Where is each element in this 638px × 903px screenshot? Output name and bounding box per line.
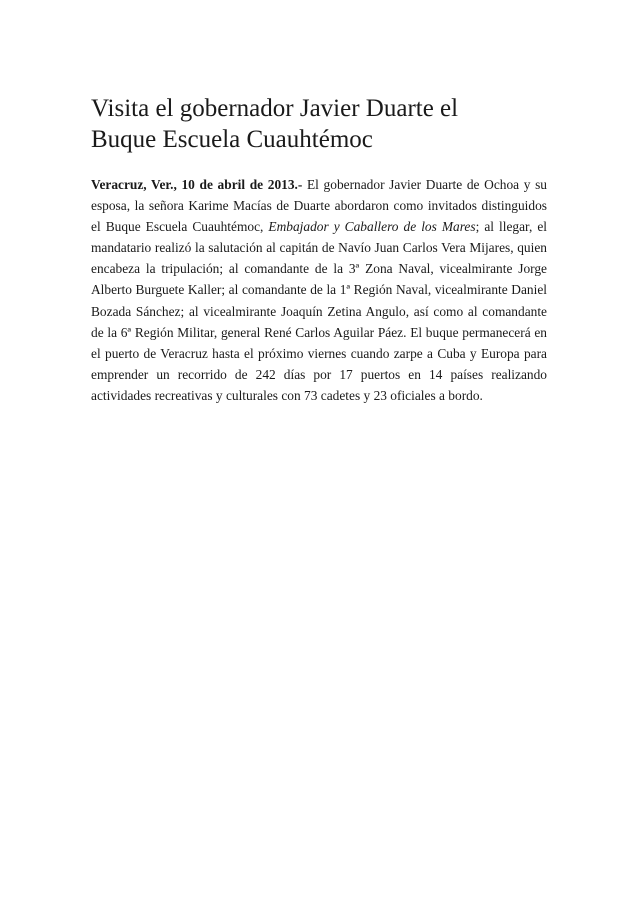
title-line-1: Visita el gobernador Javier Duarte el xyxy=(91,95,459,122)
article-title xyxy=(91,93,571,155)
title-line-2: Buque Escuela Cuauhtémoc xyxy=(91,126,373,153)
article-body xyxy=(91,174,547,406)
dateline: Veracruz, Ver., 10 de abril de 2013.- xyxy=(91,177,303,192)
body-text-part-2: ; al llegar, el mandatario realizó la salutación al capitán de Navío Juan Carlos Vera Mijares, quien encabeza la tripulación; al comandante de la 3ª Zona Naval, vicealmirante Jorge Alberto Burguete Kaller; al comandante de la 1ª Región Naval, vicealmirante Daniel Bozada Sánchez; al vicealmirante Joaquín Zetina Angulo, así como al comandante de la 6ª Región Militar, general René Carlos Aguilar Páez. El buque permanecerá en el puerto de Veracruz hasta el próximo viernes cuando zarpe a Cuba y Europa para emprender un recorrido de 242 días por 17 puertos en 14 países realizando actividades recreativas y culturales con 73 cadetes y 23 oficiales a bordo. xyxy=(91,219,548,403)
body-text-part-1: El gobernador Javier Duarte de Ochoa y su esposa, la señora Karime Macías de Duarte abordaron como invitados distinguidos el Buque Escuela Cuauhtémoc, xyxy=(91,177,547,235)
ship-nickname: Embajador y Caballero de los Mares xyxy=(268,219,476,235)
